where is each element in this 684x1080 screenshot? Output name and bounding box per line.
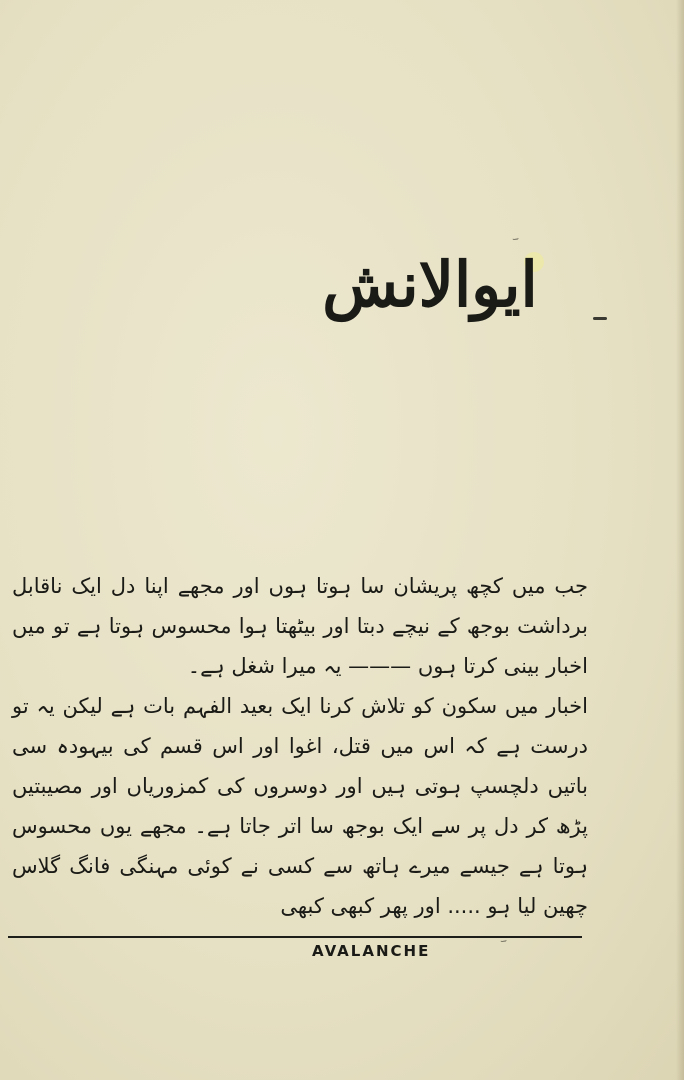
page-edge-shadow	[676, 0, 684, 1080]
paragraph-2: اخبار میں سکون کو تلاش کرنا ایک بعید الفہم بات ہے لیکن یہ تو درست ہے کہ اس میں قتل، اغوا اور اس قسم کی بیہودہ سی باتیں دلچسپ ہوتی ہیں اور دوسروں کی کمزوریاں اور مصیبتیں پڑھ کر دل پر سے ایک بوجھ سا اتر جاتا ہے۔ مجھے یوں محسوس ہوتا ہے جیسے میرے ہاتھ سے کسی نے کوئی مہنگی فانگ گلاس چھین لیا ہو ..... اور پھر کبھی کبھی	[12, 694, 588, 918]
footnote-divider	[8, 936, 582, 938]
footnote-text: AVALANCHE	[312, 942, 431, 960]
paragraph-1: جب میں کچھ پریشان سا ہوتا ہوں اور مجھے اپنا دل ایک ناقابل برداشت بوجھ کے نیچے دبتا اور بیٹھتا ہوا محسوس ہوتا ہے تو میں اخبار بینی کرتا ہوں ——— یہ میرا شغل ہے۔	[12, 574, 588, 678]
margin-dash-mark	[593, 317, 607, 320]
chapter-title: ایوالانش	[322, 248, 538, 321]
body-text	[12, 566, 588, 926]
